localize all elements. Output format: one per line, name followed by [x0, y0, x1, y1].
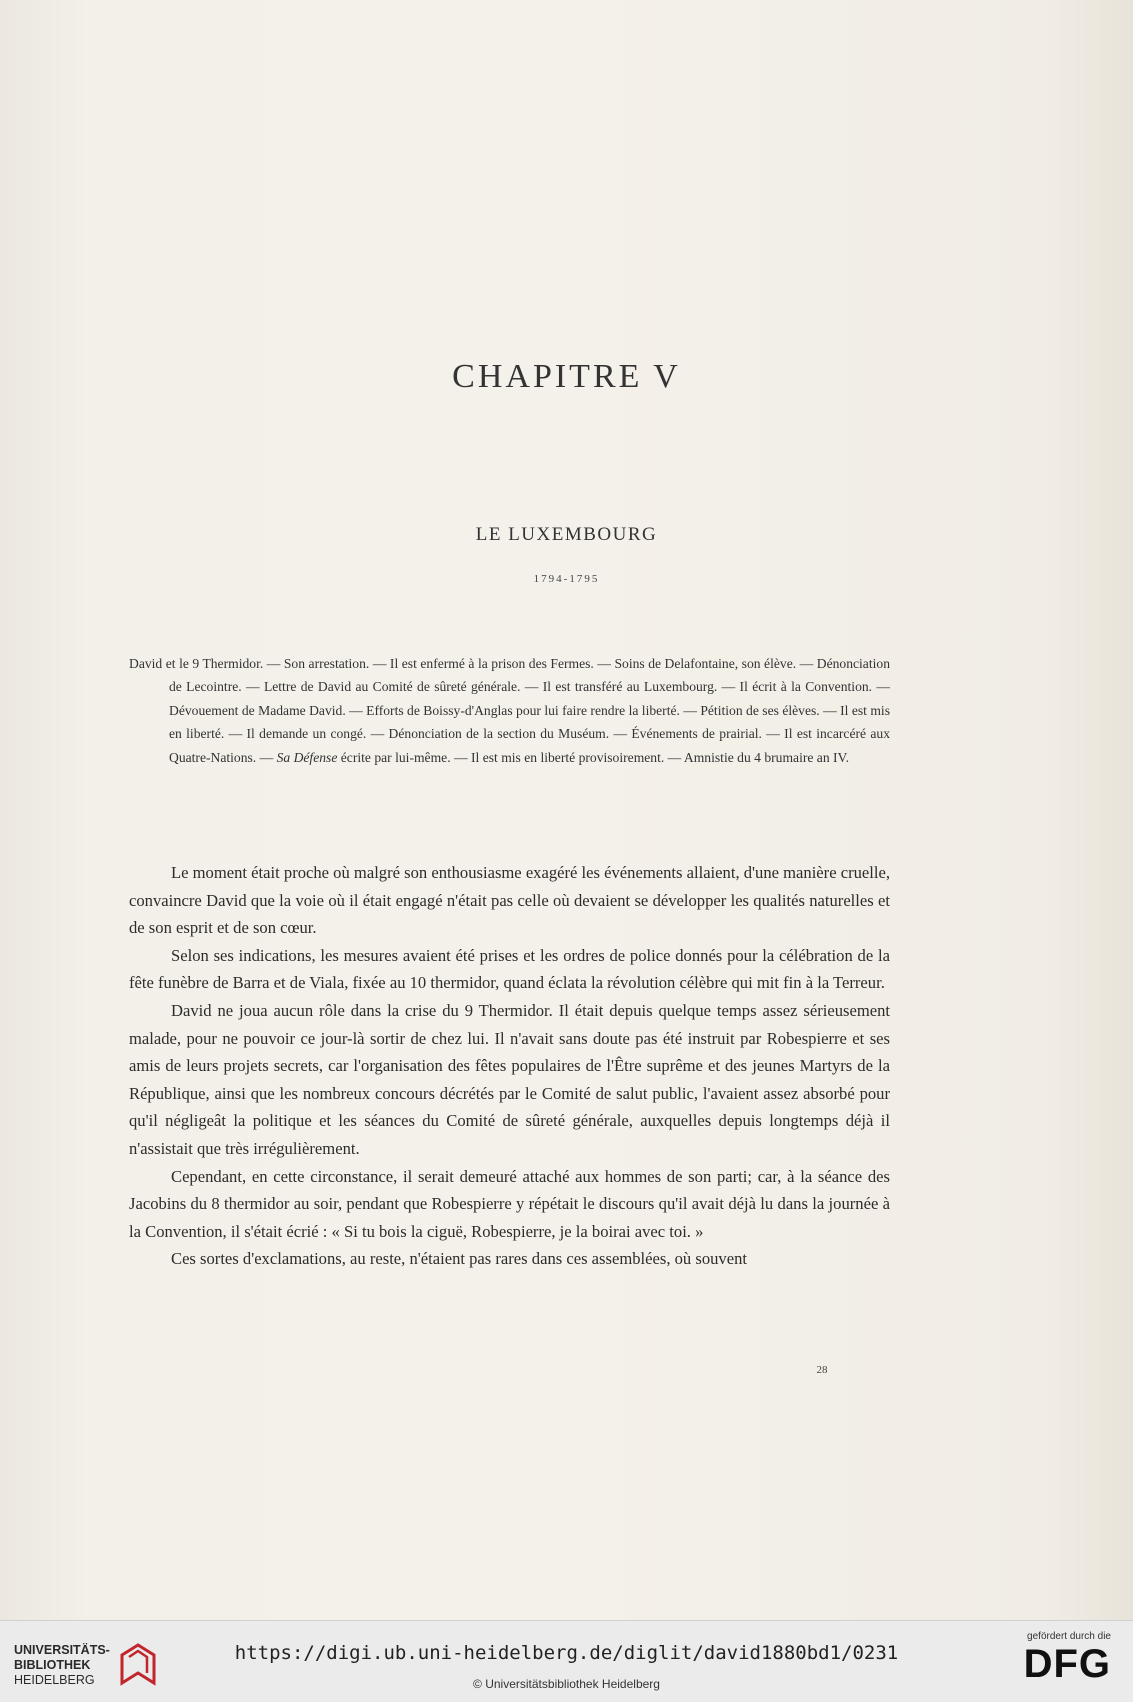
paragraph: Ces sortes d'exclamations, au reste, n'étaient pas rares dans ces assemblées, où souvent: [171, 1249, 747, 1269]
dfg-logo-text: DFG: [1023, 1642, 1111, 1686]
paragraph: Selon ses indications, les mesures avaient été prises et les ordres de police donnés pour la célébration de la fête funèbre de Barra et de Viala, fixée au 10 thermidor, quand éclata la révolution célèbre qui mit fin à la Terreur.: [129, 945, 890, 993]
library-name-line3: HEIDELBERG: [14, 1673, 95, 1687]
funding-caption: gefördert durch die: [1027, 1631, 1111, 1642]
body-text: [129, 859, 890, 1273]
library-name-line2: BIBLIOTHEK: [14, 1658, 91, 1672]
chapter-title: CHAPITRE V: [452, 358, 681, 395]
library-name-line1: UNIVERSITÄTS-: [14, 1643, 110, 1657]
chapter-dates: 1794-1795: [533, 573, 600, 585]
permalink-url[interactable]: https://digi.ub.uni-heidelberg.de/diglit/david1880bd1/0231: [234, 1642, 899, 1664]
copyright-notice: © Universitätsbibliothek Heidelberg: [473, 1677, 660, 1691]
chapter-summary: [129, 652, 890, 769]
page-number: 28: [816, 1364, 828, 1376]
paragraph: David ne joua aucun rôle dans la crise du 9 Thermidor. Il était depuis quelque temps assez sérieusement malade, pour ne pouvoir ce jour-là sortir de chez lui. Il n'avait sans doute pas été instruit par Robespierre et ses amis de leurs projets secrets, car l'organisation des fêtes populaires de l'Être suprême et des jeunes Martyrs de la République, ainsi que les nombreux concours décrétés par le Comité de salut public, l'avaient assez absorbé pour qu'il négligeât la politique et les séances du Comité de sûreté générale, auxquelles depuis longtemps déjà il n'assistait que très irrégulièrement.: [129, 1000, 890, 1158]
dfg-funding-logo[interactable]: [1001, 1631, 1111, 1686]
paragraph: Le moment était proche où malgré son enthousiasme exagéré les événements allaient, d'une manière cruelle, convaincre David que la voie où il était engagé n'était pas celle où devaient se développer les qualités naturelles et de son esprit et de son cœur.: [129, 863, 891, 938]
summary-italic-title: Sa Défense: [276, 749, 338, 765]
summary-text-part1: David et le 9 Thermidor. — Son arrestation. — Il est enfermé à la prison des Fermes. — Soins de Delafontaine, son élève. — Dénonciation de Lecointre. — Lettre de David au Comité de sûreté générale. — Il est transféré au Luxembourg. — Il écrit à la Convention. — Dévouement de Madame David. — Efforts de Boissy-d'Anglas pour lui faire rendre la liberté. — Pétition de ses élèves. — Il est mis en liberté. — Il demande un congé. — Dénonciation de la section du Muséum. — Événements de prairial. — Il est incarcéré aux Quatre-Nations. —: [129, 656, 890, 765]
viewer-footer: [0, 1620, 1133, 1702]
section-title: LE LUXEMBOURG: [475, 524, 658, 545]
paragraph: Cependant, en cette circonstance, il serait demeuré attaché aux hommes de son parti; car, à la séance des Jacobins du 8 thermidor au soir, pendant que Robespierre y répétait le discours qu'il avait déjà lu dans la journée à la Convention, il s'était écrié : « Si tu bois la ciguë, Robespierre, je la boirai avec toi. »: [129, 1166, 890, 1241]
summary-text-part2: écrite par lui-même. — Il est mis en liberté provisoirement. — Amnistie du 4 brumaire an IV.: [337, 749, 850, 765]
